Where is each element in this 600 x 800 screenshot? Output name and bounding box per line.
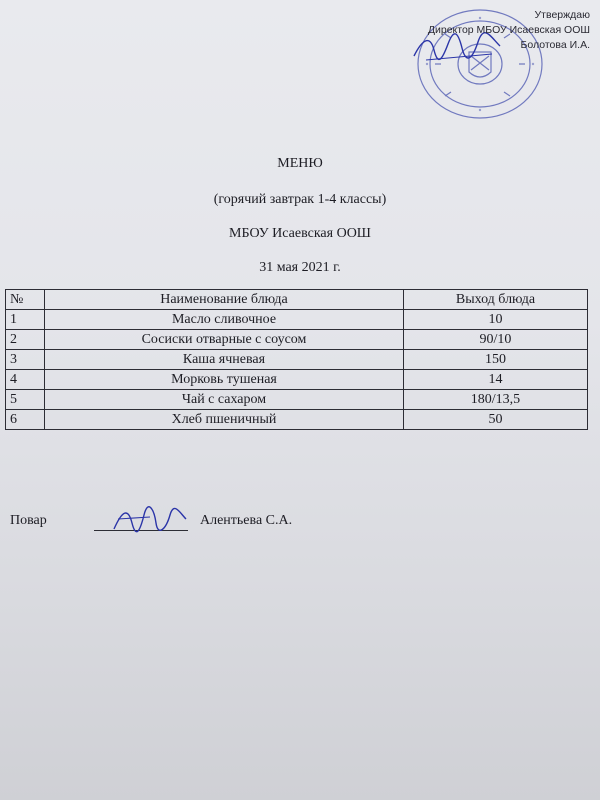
cook-role-label: Повар bbox=[10, 513, 47, 528]
column-header-dish: Наименование блюда bbox=[45, 290, 404, 310]
table-header-row bbox=[6, 290, 588, 310]
table-row bbox=[6, 410, 588, 430]
approval-position: Директор МБОУ Исаевская ООШ bbox=[427, 24, 590, 36]
dish-name: Каша ячневая bbox=[45, 350, 404, 370]
table-row bbox=[6, 330, 588, 350]
dish-yield: 10 bbox=[404, 310, 588, 330]
row-number: 4 bbox=[6, 370, 45, 390]
menu-subtitle: (горячий завтрак 1-4 классы) bbox=[213, 192, 387, 207]
cook-name: Алентьева С.А. bbox=[200, 513, 293, 528]
dish-yield: 90/10 bbox=[404, 330, 588, 350]
school-name: МБОУ Исаевская ООШ bbox=[229, 226, 371, 241]
dish-yield: 180/13,5 bbox=[404, 390, 588, 410]
approval-block bbox=[370, 8, 590, 53]
dish-yield: 14 bbox=[404, 370, 588, 390]
menu-table bbox=[5, 289, 588, 430]
row-number: 6 bbox=[6, 410, 45, 430]
dish-name: Хлеб пшеничный bbox=[45, 410, 404, 430]
row-number: 5 bbox=[6, 390, 45, 410]
cook-signature bbox=[110, 505, 190, 535]
table-row bbox=[6, 390, 588, 410]
approval-name: Болотова И.А. bbox=[520, 39, 590, 51]
menu-date: 31 мая 2021 г. bbox=[259, 260, 341, 275]
table-row bbox=[6, 370, 588, 390]
cook-signature-block bbox=[10, 513, 570, 553]
column-header-yield: Выход блюда bbox=[404, 290, 588, 310]
dish-yield: 50 bbox=[404, 410, 588, 430]
column-header-number: № bbox=[6, 290, 45, 310]
dish-yield: 150 bbox=[404, 350, 588, 370]
row-number: 2 bbox=[6, 330, 45, 350]
dish-name: Сосиски отварные с соусом bbox=[45, 330, 404, 350]
approval-title: Утверждаю bbox=[534, 9, 590, 21]
row-number: 1 bbox=[6, 310, 45, 330]
dish-name: Морковь тушеная bbox=[45, 370, 404, 390]
table-row bbox=[6, 310, 588, 330]
menu-title: МЕНЮ bbox=[277, 156, 323, 171]
dish-name: Чай с сахаром bbox=[45, 390, 404, 410]
table-row bbox=[6, 350, 588, 370]
dish-name: Масло сливочное bbox=[45, 310, 404, 330]
row-number: 3 bbox=[6, 350, 45, 370]
